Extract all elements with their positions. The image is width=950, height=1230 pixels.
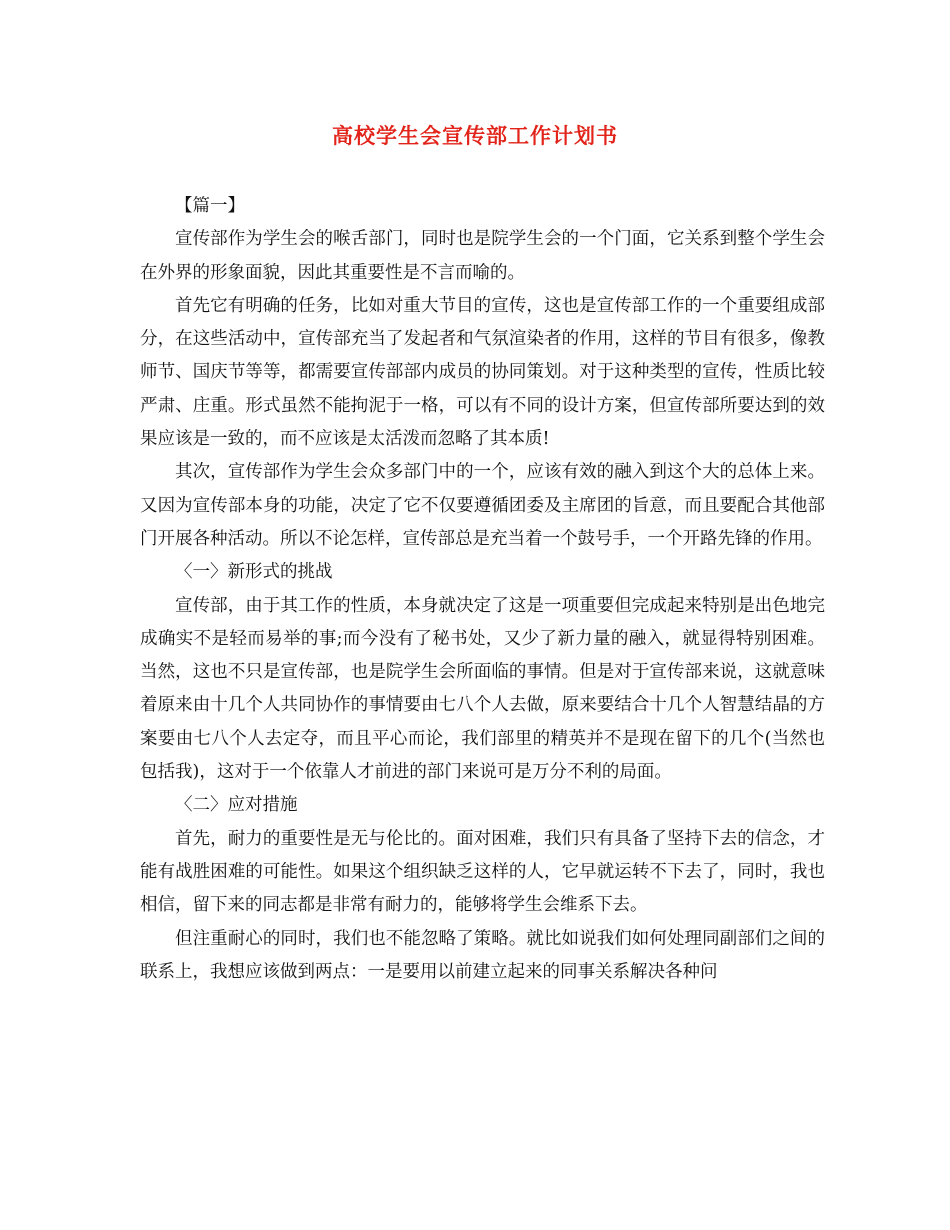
document-body xyxy=(140,190,825,989)
paragraph: 首先，耐力的重要性是无与伦比的。面对困难，我们只有具备了坚持下去的信念，才能有战胜困难的可能性。如果这个组织缺乏这样的人，它早就运转不下去了，同时，我也相信，留下来的同志都是非常有耐力的，能够将学生会维系下去。 xyxy=(140,828,825,916)
paragraph: 首先它有明确的任务，比如对重大节目的宣传，这也是宣传部工作的一个重要组成部分，在这些活动中，宣传部充当了发起者和气氛渲染者的作用，这样的节目有很多，像教师节、国庆节等等，都需要宣传部部内成员的协同策划。对于这种类型的宣传，性质比较严肃、庄重。形式虽然不能拘泥于一格，可以有不同的设计方案，但宣传部所要达到的效果应该是一致的，而不应该是太活泼而忽略了其本质! xyxy=(140,295,825,450)
document-title: 高校学生会宣传部工作计划书 xyxy=(332,123,618,148)
paragraph: 但注重耐心的同时，我们也不能忽略了策略。就比如说我们如何处理同副部们之间的联系上，我想应该做到两点：一是要用以前建立起来的同事关系解决各种问 xyxy=(140,928,825,982)
paragraph: 宣传部作为学生会的喉舌部门，同时也是院学生会的一个门面，它关系到整个学生会在外界的形象面貌，因此其重要性是不言而喻的。 xyxy=(140,229,825,283)
section-heading-part-one: 【篇一】 xyxy=(175,196,245,216)
paragraph: 宣传部，由于其工作的性质，本身就决定了这是一项重要但完成起来特别是出色地完成确实不是轻而易举的事;而今没有了秘书处，又少了新力量的融入，就显得特别困难。当然，这也不只是宣传部，也是院学生会所面临的事情。但是对于宣传部来说，这就意味着原来由十几个人共同协作的事情要由七八个人去做，原来要结合十几个人智慧结晶的方案要由七八个人去定夺，而且平心而论，我们部里的精英并不是现在留下的几个(当然也包括我)，这对于一个依靠人才前进的部门来说可是万分不利的局面。 xyxy=(140,595,825,783)
subheading-new-challenges: 〈一〉新形式的挑战 xyxy=(175,562,333,583)
paragraph: 其次，宣传部作为学生会众多部门中的一个，应该有效的融入到这个大的总体上来。又因为宣传部本身的功能，决定了它不仅要遵循团委及主席团的旨意，而且要配合其他部门开展各种活动。所以不论怎样，宣传部总是充当着一个鼓号手，一个开路先锋的作用。 xyxy=(140,462,825,549)
subheading-countermeasures: 〈二〉应对措施 xyxy=(175,795,298,816)
